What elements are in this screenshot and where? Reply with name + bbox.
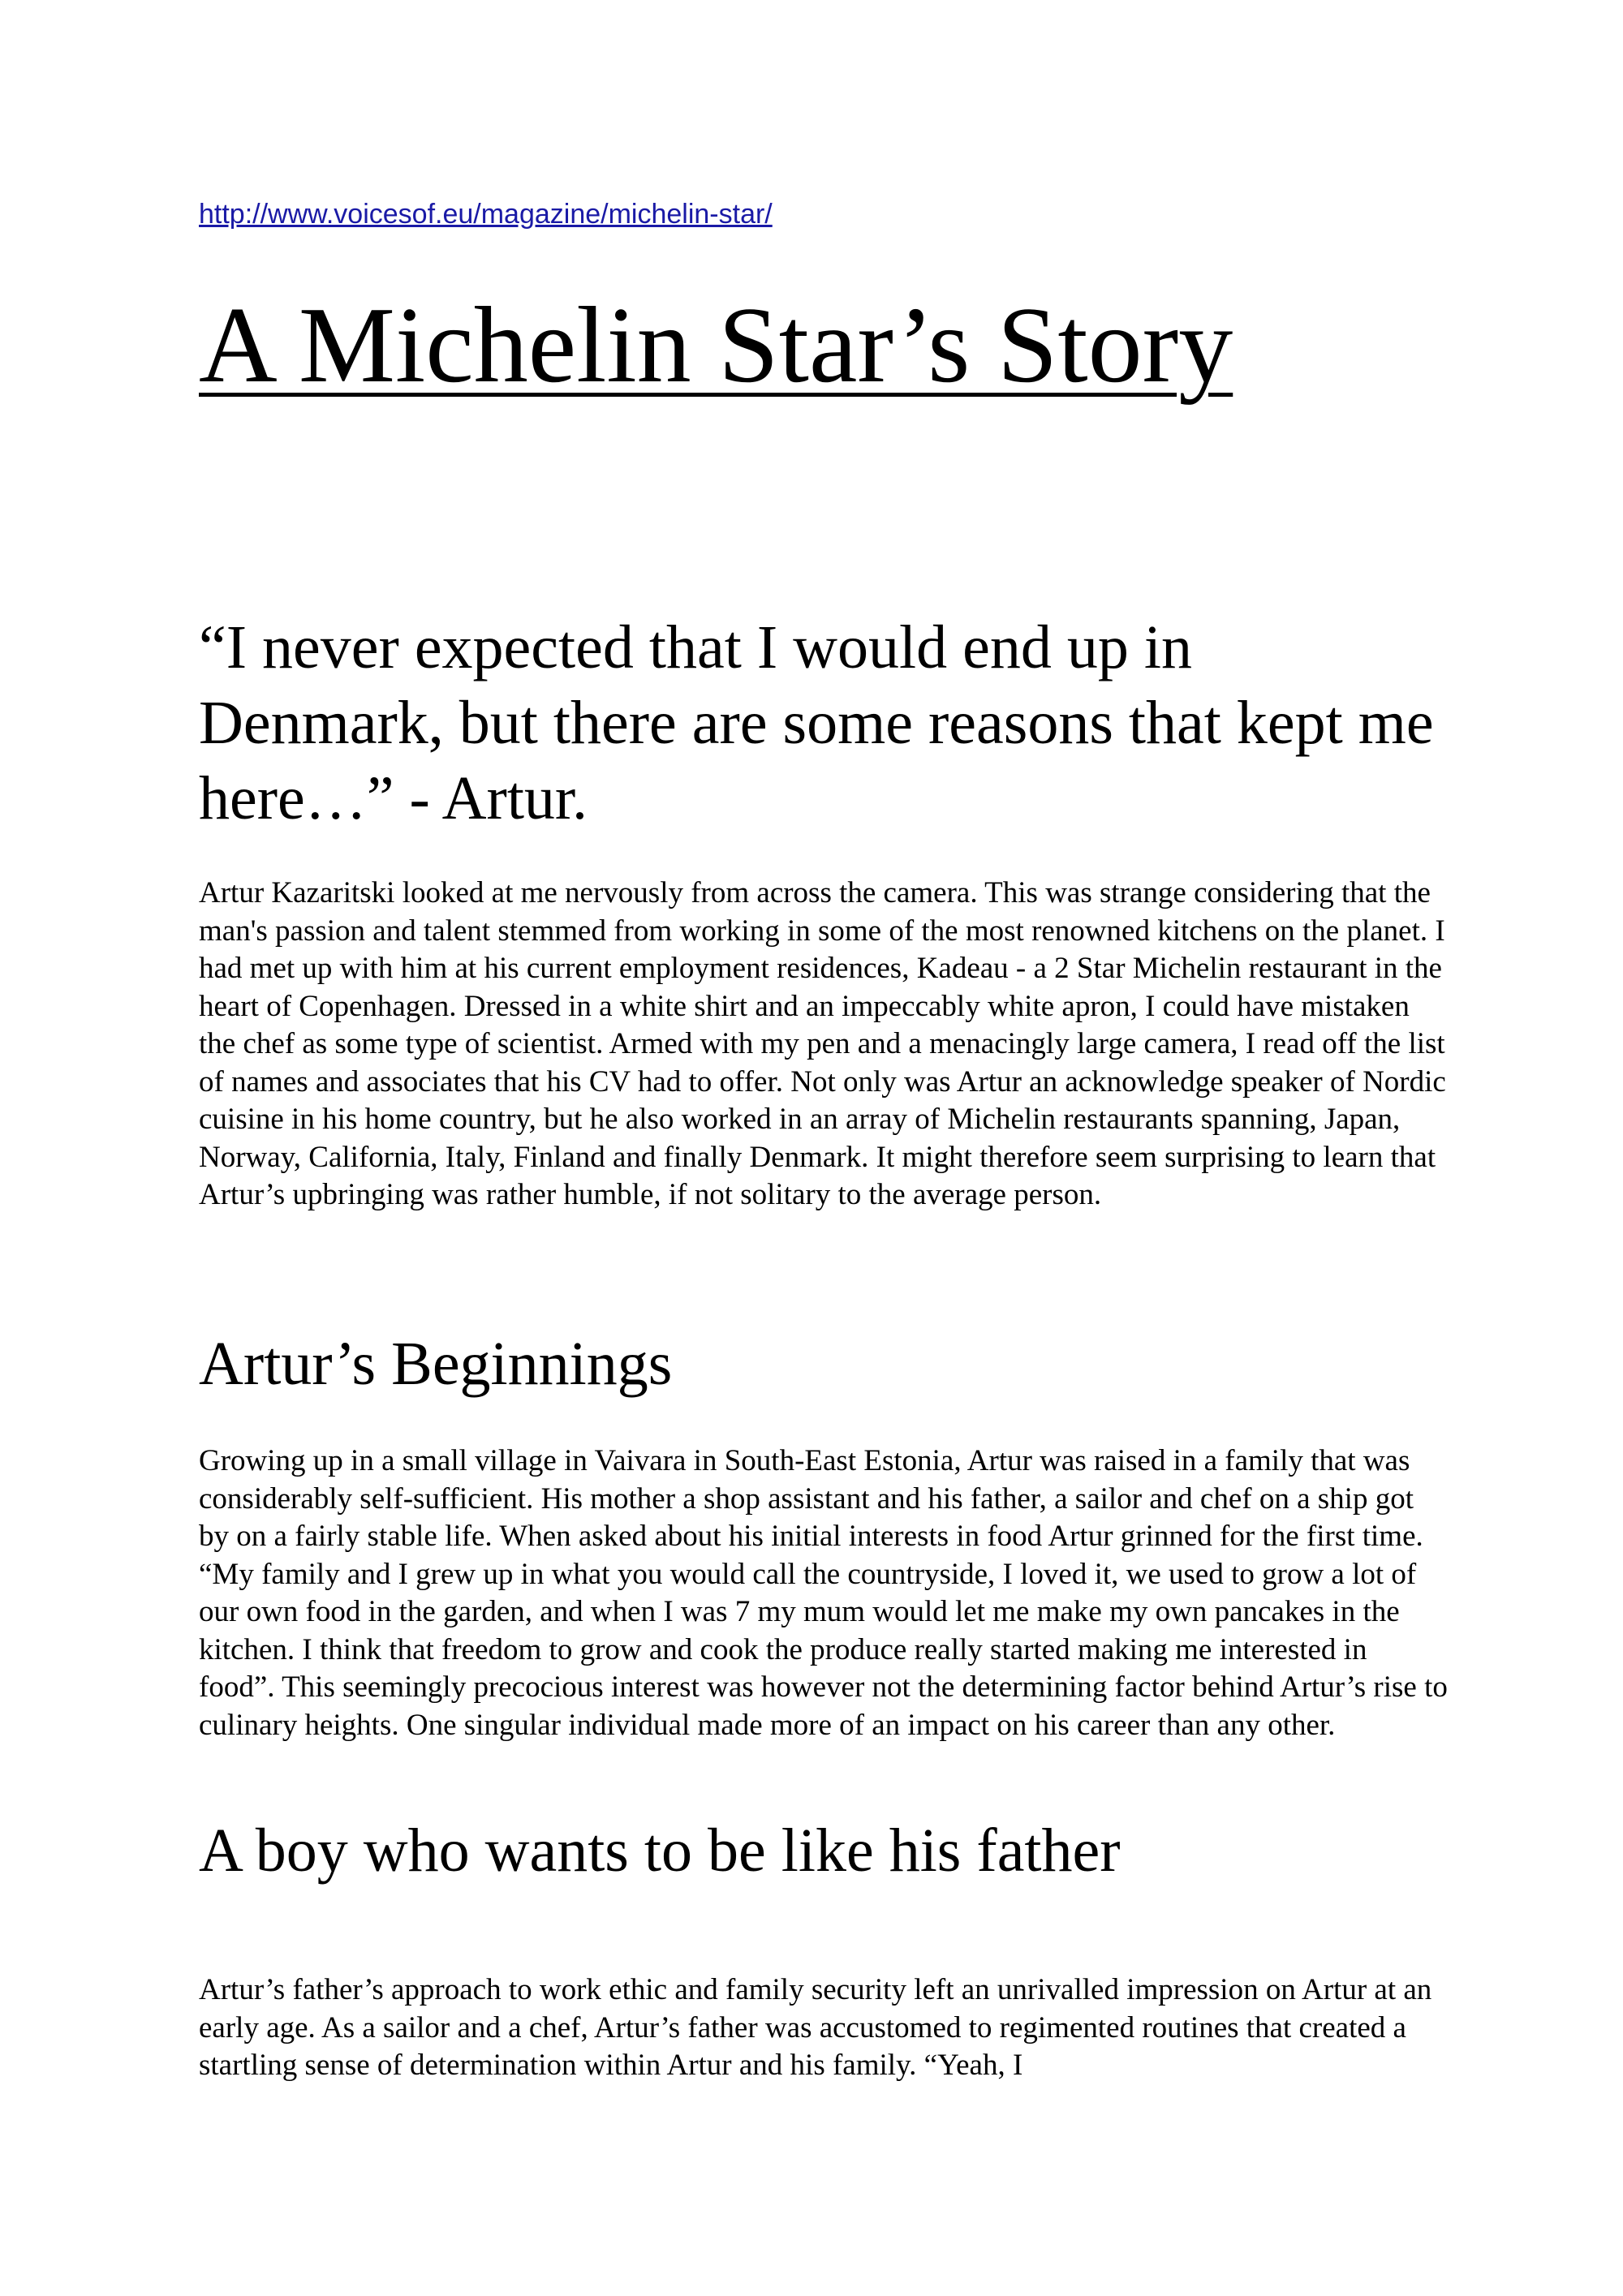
father-paragraph: Artur’s father’s approach to work ethic and family security left an unrivalled impression on Artur at an early age. As a sailor and a chef, Artur’s father was accustomed to regimented routines that created a startling sense of determination within Artur and his family. “Yeah, I: [199, 1973, 1432, 2082]
section-heading-beginnings: Artur’s Beginnings: [199, 1330, 673, 1398]
beginnings-paragraph: Growing up in a small village in Vaivara in South-East Estonia, Artur was raised in a family that was considerably self-sufficient. His mother a shop assistant and his father, a sailor and chef on a ship got by on a fairly stable life. When asked about his initial interests in food Artur grinned for the first time. “My family and I grew up in what you would call the countryside, I loved it, we used to grow a lot of our own food in the garden, and when I was 7 my mum would let me make my own pancakes in the kitchen. I think that freedom to grow and cook the produce really started making me interested in food”. This seemingly precocious interest was however not the determining factor behind Artur’s rise to culinary heights. One singular individual made more of an impact on his career than any other.: [199, 1444, 1448, 1742]
article-title: A Michelin Star’s Story: [199, 285, 1233, 405]
source-url-link[interactable]: http://www.voicesof.eu/magazine/michelin-star/: [199, 199, 773, 230]
pull-quote: “I never expected that I would end up in Denmark, but there are some reasons that kept me here…” - Artur.: [199, 613, 1434, 832]
intro-paragraph: Artur Kazaritski looked at me nervously from across the camera. This was strange considering that the man's passion and talent stemmed from working in some of the most renowned kitchens on the planet. I had met up with him at his current employment residences, Kadeau - a 2 Star Michelin restaurant in the heart of Copenhagen. Dressed in a white shirt and an impeccably white apron, I could have mistaken the chef as some type of scientist. Armed with my pen and a menacingly large camera, I read off the list of names and associates that his CV had to offer. Not only was Artur an acknowledge speaker of Nordic cuisine in his home country, but he also worked in an array of Michelin restaurants spanning, Japan, Norway, California, Italy, Finland and finally Denmark. It might therefore seem surprising to learn that Artur’s upbringing was rather humble, if not solitary to the average person.: [199, 876, 1446, 1211]
section-heading-father: A boy who wants to be like his father: [199, 1817, 1121, 1885]
